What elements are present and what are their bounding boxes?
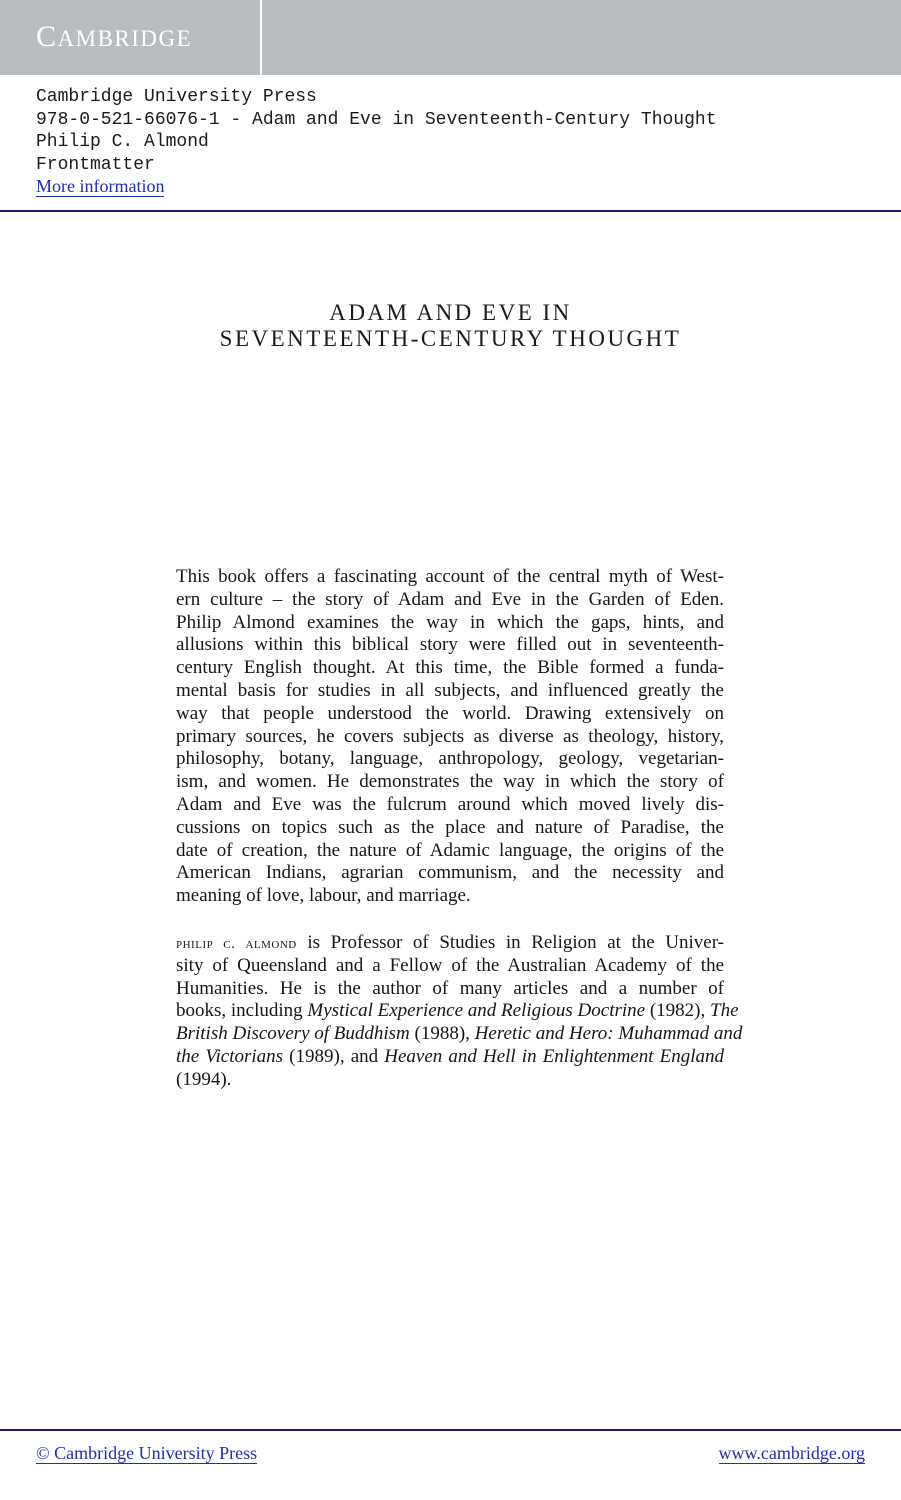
book-title-heaven: Heaven and Hell in Enlightenment England <box>384 1045 724 1067</box>
section-name: Frontmatter <box>36 154 155 175</box>
more-information-link[interactable]: More information <box>36 176 165 196</box>
description-line: meaning of love, labour, and marriage. <box>176 885 471 907</box>
description-line: This book offers a fascinating account of the central myth of West- <box>176 566 724 587</box>
bio-line: Humanities. He is the author of many articles and a number of <box>176 977 724 999</box>
description-line: allusions within this biblical story were filled out in seventeenth- <box>176 634 724 656</box>
description-line: century English thought. At this time, the Bible formed a funda- <box>176 657 724 679</box>
bio-line: the Victorians (1989), and Heaven and Hell in Enlightenment England <box>176 1045 724 1067</box>
bio-line: British Discovery of Buddhism (1988), Heretic and Hero: Muhammad and <box>176 1023 743 1045</box>
bio-line: (1994). <box>176 1068 232 1090</box>
description-line: ism, and women. He demonstrates the way in which the story of <box>176 771 724 793</box>
author-name: Philip C. Almond <box>36 132 209 152</box>
cambridge-logo: CAMBRIDGE <box>36 20 193 53</box>
book-title-line1: ADAM AND EVE IN <box>329 300 572 325</box>
bio-author-name: philip c. almond <box>176 936 297 952</box>
description-line: way that people understood the world. Drawing extensively on <box>176 702 724 724</box>
header-banner <box>0 0 901 75</box>
book-title-heretic: the Victorians <box>176 1045 284 1067</box>
description-line: Philip Almond examines the way in which the gaps, hints, and <box>176 611 724 633</box>
copyright-link[interactable]: © Cambridge University Press <box>36 1443 258 1463</box>
bio-line: sity of Queensland and a Fellow of the Australian Academy of the <box>176 954 724 976</box>
header-rule <box>0 210 901 212</box>
book-title-mystical: Mystical Experience and Religious Doctrine <box>307 1000 646 1022</box>
footer-rule <box>0 1429 901 1431</box>
description-line: primary sources, he covers subjects as diverse as theology, history, <box>176 725 724 747</box>
isbn-title: 978-0-521-66076-1 - Adam and Eve in Seventeenth-Century Thought <box>36 109 717 130</box>
description-line: cussions on topics such as the place and nature of Paradise, the <box>176 816 724 838</box>
description-line: philosophy, botany, language, anthropology, geology, vegetarian- <box>176 748 724 770</box>
description-line: date of creation, the nature of Adamic language, the origins of the <box>176 839 724 861</box>
description-line: mental basis for studies in all subjects, and influenced greatly the <box>176 679 724 701</box>
author-bio <box>176 932 743 1092</box>
description-line: American Indians, agrarian communism, and the necessity and <box>176 862 724 884</box>
book-title-buddhism: British Discovery of Buddhism <box>176 1023 410 1045</box>
website-link[interactable]: www.cambridge.org <box>718 1443 865 1463</box>
description-line: Adam and Eve was the fulcrum around which moved lively dis- <box>176 793 724 815</box>
book-description <box>176 566 724 908</box>
banner-divider <box>260 0 262 75</box>
description-line: ern culture – the story of Adam and Eve in the Garden of Eden. <box>176 588 724 610</box>
bio-line: philip c. almond is Professor of Studies in Religion at the Univer- <box>176 932 725 953</box>
book-title-line2: SEVENTEENTH-CENTURY THOUGHT <box>219 326 682 351</box>
bio-line: books, including Mystical Experience and Religious Doctrine (1982), The <box>176 1000 739 1022</box>
book-metadata <box>36 86 717 199</box>
publisher-name: Cambridge University Press <box>36 87 317 107</box>
